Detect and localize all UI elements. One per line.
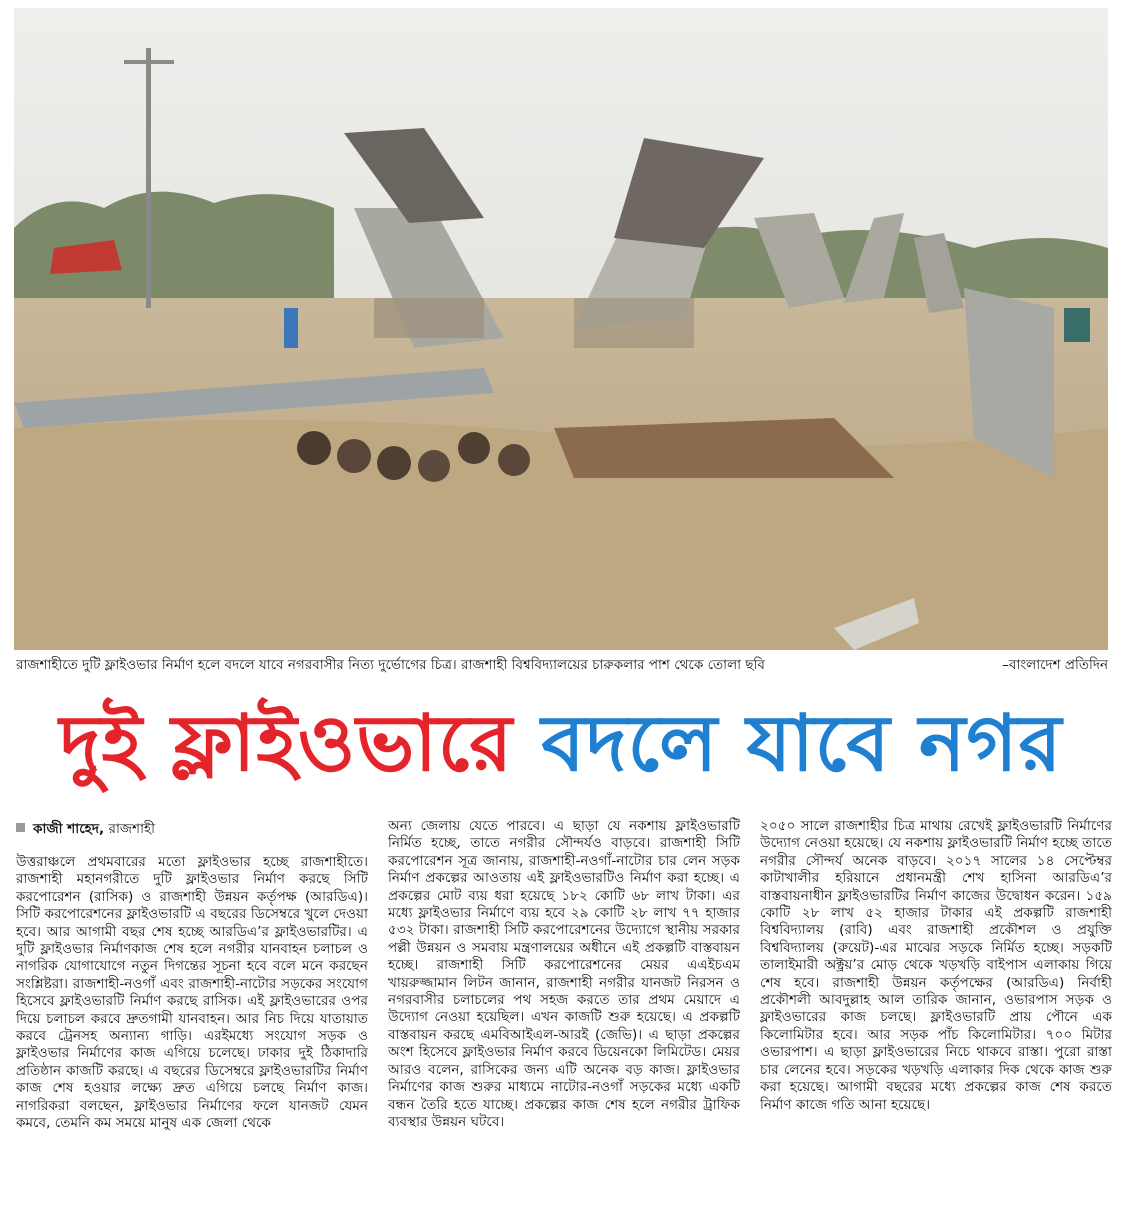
byline	[16, 818, 368, 840]
article-photo	[14, 8, 1108, 650]
byline-location: রাজশাহী	[104, 821, 156, 837]
headline-part-blue: বদলে যাবে নগর	[541, 699, 1063, 789]
column-1-text: উত্তরাঞ্চলে প্রথমবারের মতো ফ্লাইওভার হচ্ছে রাজশাহীতে। রাজশাহী মহানগরীতে দুটি ফ্লাইওভার নির্মাণ করছে সিটি করপোরেশন (রাসিক) ও রাজশাহী উন্নয়ন কর্তৃপক্ষ (আরডিএ)। সিটি করপোরেশনের ফ্লাইওভারটি এ বছরের ডিসেম্বরে খুলে দেওয়া হবে। আর আগামী বছর শেষ হচ্ছে আরডিএ’র ফ্লাইওভারটির। এ দুটি ফ্লাইওভার নির্মাণকাজ শেষ হলে নগরীর যানবাহন চলাচল ও নাগরিক যোগাযোগে নতুন দিগন্তের সূচনা হবে বলে মনে করছেন সংশ্লিষ্টরা। রাজশাহী-নওগাঁ এবং রাজশাহী-নাটোর সড়কের সংযোগ হিসেবে ফ্লাইওভারটি নির্মাণ করছে রাসিক। এই ফ্লাইওভারের ওপর দিয়ে চলাচল করবে দ্রুতগামী যানবাহন। আর নিচ দিয়ে যাতায়াত করবে ট্রেনসহ অন্যান্য গাড়ি। এরইমধ্যে সংযোগ সড়ক ও ফ্লাইওভার নির্মাণের কাজ এগিয়ে চলেছে। ঢাকার দুই ঠিকাদারি প্রতিষ্ঠান কাজটি করছে। এ বছরের ডিসেম্বরে ফ্লাইওভারটির নির্মাণ কাজ শেষ হওয়ার লক্ষ্যে দ্রুত এগিয়ে চলছে নির্মাণ কাজ। নাগরিকরা বলছেন, ফ্লাইওভার নির্মাণের ফলে যানজট যেমন কমবে, তেমনি কম সময়ে মানুষ এক জেলা থেকে	[16, 854, 368, 1132]
article-column-3	[760, 818, 1112, 1114]
construction-site-image	[14, 8, 1108, 650]
byline-author: কাজী শাহেদ,	[33, 821, 105, 837]
column-3-text: ২০৫০ সালে রাজশাহীর চিত্র মাথায় রেখেই ফ্লাইওভারটি নির্মাণের উদ্যোগ নেওয়া হয়েছে। যে নকশায় ফ্লাইওভারটি নির্মাণ হচ্ছে তাতে নগরীর সৌন্দর্য অনেক বাড়বে। ২০১৭ সালের ১৪ সেপ্টেম্বর কাটাখালীর হরিয়ানে প্রধানমন্ত্রী শেখ হাসিনা আরডিএ’র বাস্তবায়নাধীন ফ্লাইওভারটির নির্মাণ কাজের উদ্বোধন করেন। ১৫৯ কোটি ২৮ লাখ ৫২ হাজার টাকার এই প্রকল্পটি রাজশাহী বিশ্ববিদ্যালয় (রাবি) এবং রাজশাহী প্রকৌশল ও প্রযুক্তি বিশ্ববিদ্যালয় (রুয়েট)-এর মাঝের সড়কে নির্মিত হচ্ছে। সড়কটি তালাইমারী অক্ট্রয়’র মোড় থেকে খড়খড়ি বাইপাস এলাকায় গিয়ে শেষ হবে। রাজশাহী উন্নয়ন কর্তৃপক্ষের (আরডিএ) নির্বাহী প্রকৌশলী আবদুল্লাহ আল তারিক জানান, ওভারপাস সড়ক ও ফ্লাইওভারের কাজ চলছে। ফ্লাইওভারটি প্রায় পৌনে এক কিলোমিটার হবে। আর সড়ক পাঁচ কিলোমিটার। ৭০০ মিটার ওভারপাশ। এ ছাড়া ফ্লাইওভারের নিচে থাকবে রাস্তা। পুরো রাস্তা চার লেনের হবে। সড়কের খড়খড়ি এলাকার দিক থেকে কাজ শুরু করা হয়েছে। আগামী বছরের মধ্যে প্রকল্পের কাজ শেষ করতে নির্মাণ কাজে গতি আনা হয়েছে।	[760, 818, 1112, 1113]
photo-credit: –বাংলাদেশ প্রতিদিন	[1002, 657, 1108, 673]
article-column-2	[388, 818, 740, 1131]
photo-caption-row	[14, 652, 1108, 678]
article-column-1	[16, 818, 368, 1133]
photo-caption: রাজশাহীতে দুটি ফ্লাইওভার নির্মাণ হলে বদলে যাবে নগরবাসীর নিত্য দুর্ভোগের চিত্র। রাজশাহী বিশ্ববিদ্যালয়ের চারুকলার পাশ থেকে তোলা ছবি	[16, 657, 765, 673]
headline-part-red: দুই ফ্লাইওভারে	[59, 699, 514, 789]
byline-square-icon	[16, 823, 25, 832]
article-headline	[14, 690, 1108, 798]
column-2-text: অন্য জেলায় যেতে পারবে। এ ছাড়া যে নকশায় ফ্লাইওভারটি নির্মিত হচ্ছে, তাতে নগরীর সৌন্দর্যও বাড়বে। রাজশাহী সিটি করপোরেশন সূত্র জানায়, রাজশাহী-নওগাঁ-নাটোর চার লেন সড়ক নির্মাণ প্রকল্পের আওতায় এই ফ্লাইওভারটিও নির্মাণ করা হচ্ছে। এ প্রকল্পের মোট ব্যয় ধরা হয়েছে ১৮২ কোটি ৬৮ লাখ টাকা। এর মধ্যে ফ্লাইওভার নির্মাণে ব্যয় হবে ২৯ কোটি ২৮ লাখ ৭৭ হাজার ৫৩২ টাকা। রাজশাহী সিটি করপোরেশনের উদ্যোগে স্থানীয় সরকার পল্লী উন্নয়ন ও সমবায় মন্ত্রণালয়ের অধীনে এই প্রকল্পটি বাস্তবায়ন হচ্ছে। রাজশাহী সিটি করপোরেশনের মেয়র এএইচএম খায়রুজ্জামান লিটন জানান, রাজশাহী নগরীর যানজট নিরসন ও নগরবাসীর চলাচলের পথ সহজ করতে তার প্রথম মেয়াদে এ উদ্যোগ নেওয়া হয়েছিল। এখন কাজটি শুরু হয়েছে। এ প্রকল্পটি বাস্তবায়ন করছে এমবিআইএল-আরই (জেভি)। এ ছাড়া প্রকল্পের অংশ হিসেবে ফ্লাইওভার নির্মাণ করবে ডিয়েনকো লিমিটেড। মেয়র আরও বলেন, রাসিকের জন্য এটি অনেক বড় কাজ। ফ্লাইওভার নির্মাণের কাজ শুরুর মাধ্যমে নাটোর-নওগাঁ সড়কের মধ্যে একটি বন্ধন তৈরি হতে যাচ্ছে। প্রকল্পের কাজ শেষ হলে নগরীর ট্রাফিক ব্যবস্থার উন্নয়ন ঘটবে।	[388, 818, 740, 1130]
